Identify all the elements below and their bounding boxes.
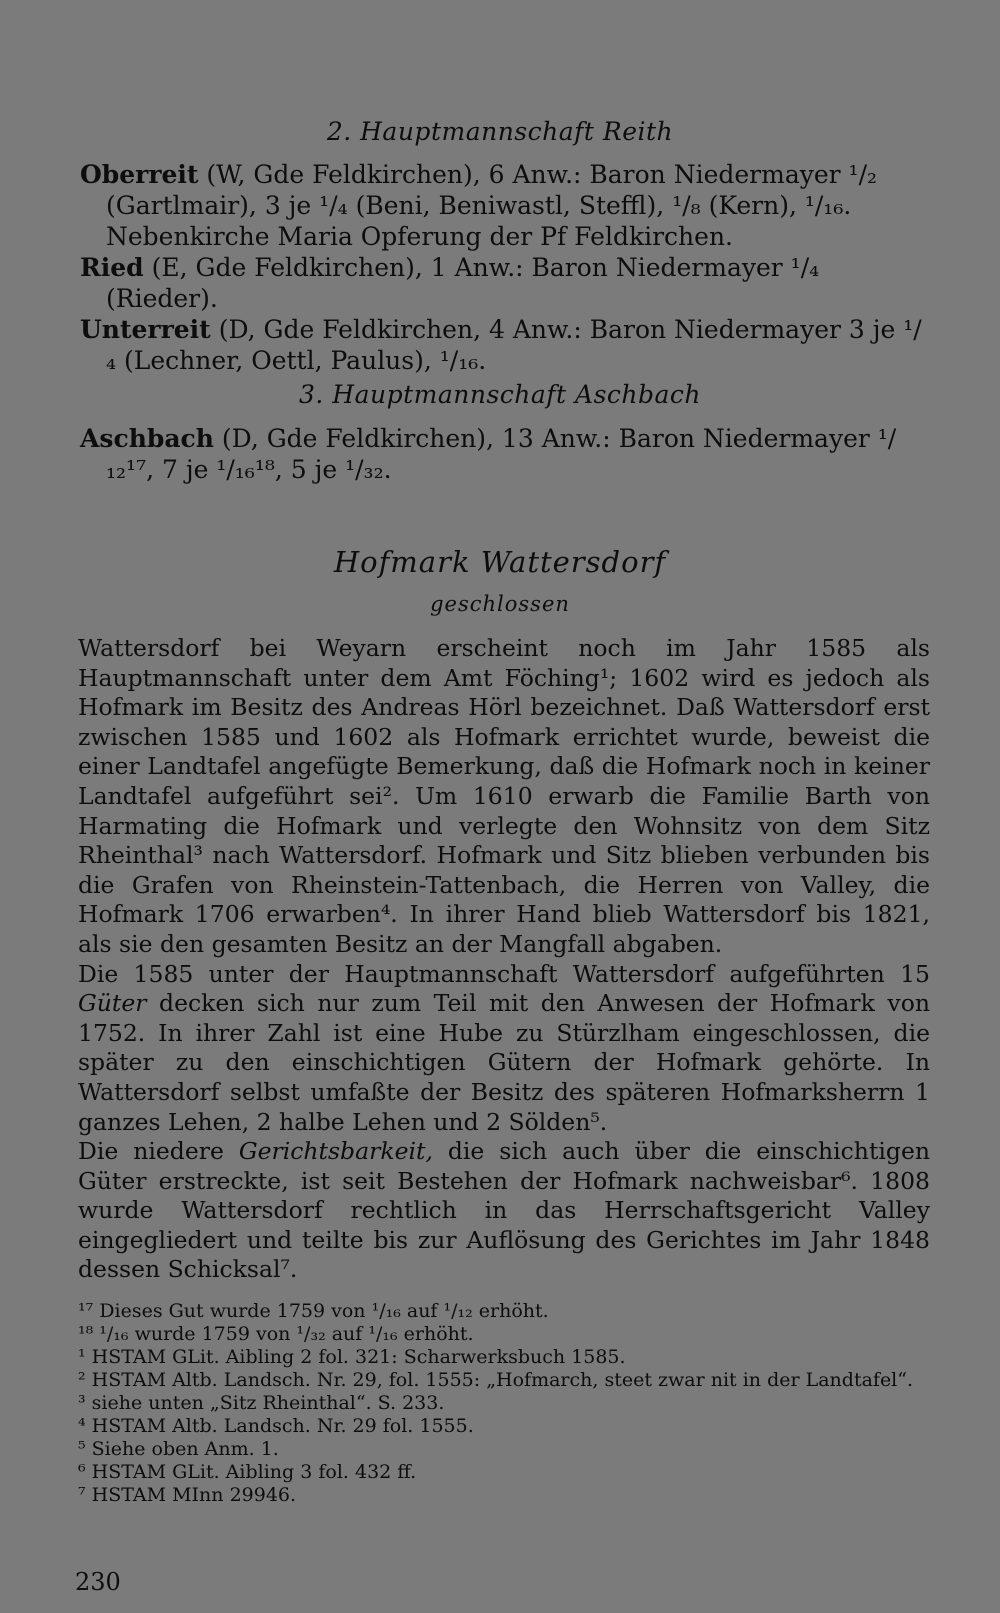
- hofmark-body: [78, 634, 930, 1285]
- footnote: ⁴ HSTAM Altb. Landsch. Nr. 29 fol. 1555.: [78, 1415, 474, 1437]
- entry-list-reith: [80, 159, 930, 376]
- paragraph-gueter: [78, 960, 930, 1138]
- entry-name: Aschbach: [80, 424, 214, 453]
- entry-name: Oberreit: [80, 160, 199, 189]
- footnote: ³ siehe unten „Sitz Rheinthal“. S. 233.: [78, 1392, 445, 1414]
- footnote: ⁶ HSTAM GLit. Aibling 3 fol. 432 ff.: [78, 1461, 417, 1483]
- footnote: ² HSTAM Altb. Landsch. Nr. 29, fol. 1555: „Hofmarch, steet zwar nit in der Landtafel“.: [78, 1369, 914, 1391]
- entry-ried: [80, 252, 930, 314]
- footnote: ⁷ HSTAM MInn 29946.: [78, 1484, 297, 1506]
- section-heading-reith: 2. Hauptmannschaft Reith: [326, 117, 674, 146]
- page-number: 230: [75, 1568, 121, 1596]
- entry-text: (D, Gde Feldkirchen), 13 Anw.: Baron Niedermayer ¹/₁₂¹⁷, 7 je ¹/₁₆¹⁸, 5 je ¹/₃₂.: [106, 424, 897, 484]
- footnotes: [78, 1300, 930, 1507]
- footnote: ¹⁸ ¹/₁₆ wurde 1759 von ¹/₃₂ auf ¹/₁₆ erhöht.: [78, 1323, 474, 1345]
- paragraph-emphasis: Gerichtsbarkeit,: [238, 1137, 433, 1166]
- paragraph-text: decken sich nur zum Teil mit den Anwesen der Hofmark von 1752. In ihrer Zahl ist eine Hube zu Stürzlham eingeschlossen, die später zu den einschichtigen Gütern der Hofmark gehörte. In Wattersdorf selbst umfaßte der Besitz des späteren Hofmarksherrn 1 ganzes Lehen, 2 halbe Lehen und 2 Sölden⁵.: [78, 989, 930, 1136]
- paragraph-gerichtsbarkeit: [78, 1137, 930, 1285]
- paragraph-text: Die 1585 unter der Hauptmannschaft Wattersdorf aufgeführten 15: [78, 959, 930, 988]
- hofmark-subtitle: geschlossen: [430, 592, 570, 616]
- footnote: ¹⁷ Dieses Gut wurde 1759 von ¹/₁₆ auf ¹/₁₂ erhöht.: [78, 1300, 549, 1322]
- hofmark-title: Hofmark Wattersdorf: [333, 545, 667, 579]
- entry-text: (W, Gde Feldkirchen), 6 Anw.: Baron Niedermayer ¹/₂ (Gartlmair), 3 je ¹/₄ (Beni, Beniwastl, Steffl), ¹/₈ (Kern), ¹/₁₆. Nebenkirche Maria Opferung der Pf Feldkirchen.: [106, 160, 878, 251]
- footnote: ⁵ Siehe oben Anm. 1.: [78, 1438, 279, 1460]
- paragraph-text: die sich auch über die einschichtigen Güter erstreckte, ist seit Bestehen der Hofmark nachweisbar⁶. 1808 wurde Wattersdorf rechtlich in das Herrschaftsgericht Valley eingegliedert und teilte bis zur Auflösung des Gerichtes im Jahr 1848 dessen Schicksal⁷.: [78, 1137, 930, 1284]
- paragraph-history: Wattersdorf bei Weyarn erscheint noch im Jahr 1585 als Hauptmannschaft unter dem Amt Föching¹; 1602 wird es jedoch als Hofmark im Besitz des Andreas Hörl bezeichnet. Daß Wattersdorf erst zwischen 1585 und 1602 als Hofmark errichtet wurde, beweist die einer Landtafel angefügte Bemerkung, daß die Hofmark noch in keiner Landtafel aufgeführt sei². Um 1610 erwarb die Familie Barth von Harmating die Hofmark und verlegte den Wohnsitz von dem Sitz Rheinthal³ nach Wattersdorf. Hofmark und Sitz blieben verbunden bis die Grafen von Rheinstein-Tattenbach, die Herren von Valley, die Hofmark 1706 erwarben⁴. In ihrer Hand blieb Wattersdorf bis 1821, als sie den gesamten Besitz an der Mangfall abgaben.: [78, 634, 930, 958]
- entry-text: (E, Gde Feldkirchen), 1 Anw.: Baron Niedermayer ¹/₄ (Rieder).: [106, 253, 820, 313]
- entry-text: (D, Gde Feldkirchen, 4 Anw.: Baron Niedermayer 3 je ¹/₄ (Lechner, Oettl, Paulus), ¹/₁₆.: [106, 315, 922, 375]
- footnote: ¹ HSTAM GLit. Aibling 2 fol. 321: Scharwerksbuch 1585.: [78, 1346, 626, 1368]
- section-heading-aschbach: 3. Hauptmannschaft Aschbach: [298, 380, 702, 409]
- paragraph-text: Die niedere: [78, 1137, 239, 1166]
- entry-unterreit: [80, 314, 930, 376]
- entry-list-aschbach: [80, 423, 930, 485]
- entry-name: Unterreit: [80, 315, 211, 344]
- entry-aschbach: [80, 423, 930, 485]
- entry-oberreit: [80, 159, 930, 252]
- paragraph-emphasis: Güter: [78, 989, 147, 1018]
- entry-name: Ried: [80, 253, 144, 282]
